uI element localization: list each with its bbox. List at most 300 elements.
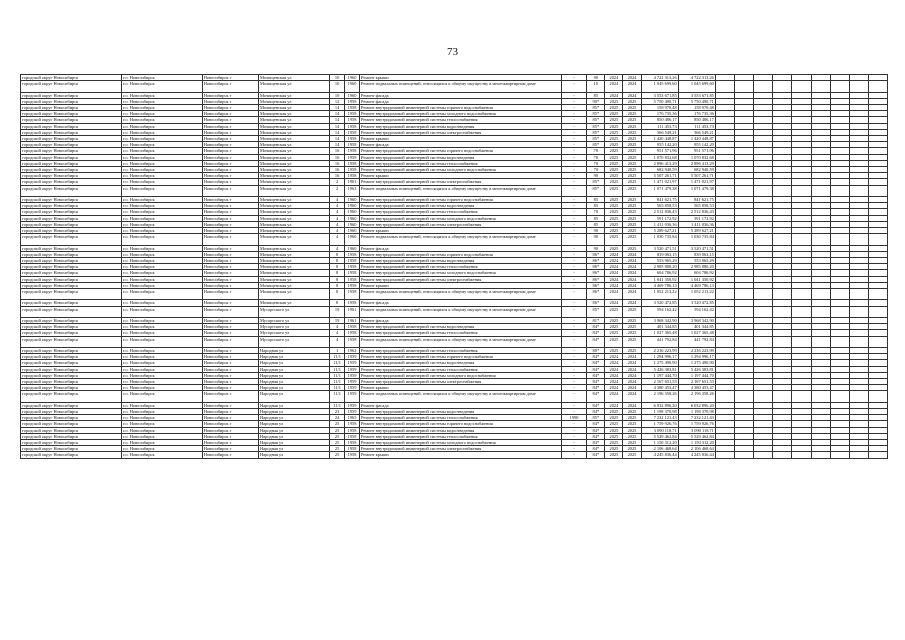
cell-total-cost: 1 197 444,70: [641, 372, 678, 378]
cell-settlement: Новосибирск г: [202, 276, 258, 282]
cell-fund-cost: 604 786,92: [678, 270, 715, 276]
cell-settlement: Новосибирск г: [202, 282, 258, 288]
cell-municipal-district: г.о. Новосибирск: [121, 75, 202, 81]
cell-build-year: 1958: [345, 433, 360, 439]
cell-end-year: 2025: [623, 245, 641, 251]
cell-repair-year: -: [561, 160, 587, 166]
cell-build-year: 1958: [345, 111, 360, 117]
cell-municipality: городской округ Новосибирск: [21, 111, 122, 117]
cell-street: Мусоргского ул: [259, 330, 330, 336]
cell-municipal-district: г.о. Новосибирск: [121, 391, 202, 402]
empty-cell: [773, 336, 792, 347]
cell-build-year: 1958: [345, 251, 360, 257]
cell-house-number: 8: [330, 282, 345, 288]
cell-municipal-district: г.о. Новосибирск: [121, 98, 202, 104]
cell-end-year: 2025: [623, 98, 641, 104]
cell-settlement: Новосибирск г: [202, 258, 258, 264]
cell-house-number: 4: [330, 221, 345, 227]
cell-house-number: 25: [330, 433, 345, 439]
cell-municipality: городской округ Новосибирск: [21, 81, 122, 92]
cell-municipal-district: г.о. Новосибирск: [121, 209, 202, 215]
cell-work-type: Ремонт внутридомовой инженерной системы электроснабжения: [359, 446, 561, 452]
cell-build-year: 1961: [345, 306, 360, 317]
cell-wear-percent: 84*: [587, 433, 605, 439]
cell-municipality: городской округ Новосибирск: [21, 234, 122, 245]
cell-total-cost: 2 106 468,64: [641, 446, 678, 452]
cell-municipal-district: г.о. Новосибирск: [121, 245, 202, 251]
cell-house-number: 16: [330, 154, 345, 160]
cell-fund-cost: 2 167 651,53: [678, 379, 715, 385]
cell-end-year: 2024: [623, 270, 641, 276]
cell-end-year: 2025: [623, 154, 641, 160]
cell-fund-cost: 3 968 342,90: [678, 318, 715, 324]
cell-settlement: Новосибирск г: [202, 336, 258, 347]
cell-end-year: 2025: [623, 318, 641, 324]
cell-street: Мочищенская ул: [259, 289, 330, 300]
cell-settlement: Новосибирск г: [202, 360, 258, 366]
cell-house-number: 1: [330, 348, 345, 354]
cell-municipal-district: г.о. Новосибирск: [121, 197, 202, 203]
cell-end-year: 2025: [623, 409, 641, 415]
empty-cell: [849, 391, 868, 402]
cell-total-cost: 4 245 836,44: [641, 452, 678, 458]
cell-fund-cost: 3 553 671,85: [678, 92, 715, 98]
cell-start-year: 2025: [605, 306, 623, 317]
empty-cell: [773, 289, 792, 300]
cell-build-year: 1959: [345, 391, 360, 402]
cell-municipality: городской округ Новосибирск: [21, 415, 122, 421]
cell-house-number: 14: [330, 142, 345, 148]
cell-start-year: 2024: [605, 360, 623, 366]
cell-settlement: Новосибирск г: [202, 129, 258, 135]
cell-street: Народная ул: [259, 366, 330, 372]
cell-repair-year: -: [561, 427, 587, 433]
cell-build-year: 1958: [345, 98, 360, 104]
cell-municipality: городской округ Новосибирск: [21, 324, 122, 330]
cell-start-year: 2025: [605, 142, 623, 148]
cell-settlement: Новосибирск г: [202, 330, 258, 336]
cell-house-number: 24: [330, 415, 345, 421]
cell-street: Мочищенская ул: [259, 300, 330, 306]
cell-municipal-district: г.о. Новосибирск: [121, 336, 202, 347]
cell-house-number: 4: [330, 330, 345, 336]
empty-cell: [715, 185, 734, 196]
cell-municipal-district: г.о. Новосибирск: [121, 421, 202, 427]
cell-street: Мочищенская ул: [259, 160, 330, 166]
cell-street: Народная ул: [259, 372, 330, 378]
cell-start-year: 2025: [605, 330, 623, 336]
cell-end-year: 2025: [623, 452, 641, 458]
cell-municipality: городской округ Новосибирск: [21, 136, 122, 142]
cell-total-cost: 1 294 996,17: [641, 354, 678, 360]
cell-settlement: Новосибирск г: [202, 173, 258, 179]
cell-total-cost: 1 071 479,38: [641, 185, 678, 196]
cell-wear-percent: 84*: [587, 324, 605, 330]
cell-municipality: городской округ Новосибирск: [21, 105, 122, 111]
cell-fund-cost: 553 965,29: [678, 258, 715, 264]
cell-total-cost: 5 289 627,21: [641, 228, 678, 234]
cell-wear-percent: 84*: [587, 336, 605, 347]
cell-street: Мочищенская ул: [259, 270, 330, 276]
cell-wear-percent: 84*: [587, 379, 605, 385]
cell-repair-year: -: [561, 123, 587, 129]
cell-total-cost: 604 786,92: [641, 270, 678, 276]
cell-work-type: Ремонт внутридомовой инженерной системы электроснабжения: [359, 276, 561, 282]
cell-start-year: 2024: [605, 289, 623, 300]
cell-repair-year: -: [561, 148, 587, 154]
cell-start-year: 2024: [605, 282, 623, 288]
cell-build-year: 1959: [345, 360, 360, 366]
cell-wear-percent: 10: [587, 81, 605, 92]
cell-settlement: Новосибирск г: [202, 264, 258, 270]
cell-work-type: Ремонт крыши: [359, 136, 561, 142]
cell-settlement: Новосибирск г: [202, 117, 258, 123]
cell-municipal-district: г.о. Новосибирск: [121, 221, 202, 227]
cell-work-type: Ремонт крыши: [359, 228, 561, 234]
cell-build-year: 1958: [345, 282, 360, 288]
cell-total-cost: 1 275 490,90: [641, 360, 678, 366]
cell-municipal-district: г.о. Новосибирск: [121, 282, 202, 288]
table-row: [21, 81, 888, 92]
cell-wear-percent: 70: [587, 148, 605, 154]
cell-start-year: 2025: [605, 203, 623, 209]
empty-cell: [811, 391, 830, 402]
cell-house-number: 8: [330, 300, 345, 306]
cell-build-year: 1958: [345, 276, 360, 282]
cell-wear-percent: 86*: [587, 251, 605, 257]
cell-build-year: 1958: [345, 300, 360, 306]
cell-end-year: 2024: [623, 92, 641, 98]
empty-cell: [715, 391, 734, 402]
cell-work-type: Ремонт внутридомовой инженерной системы горячего водоснабжения: [359, 105, 561, 111]
cell-settlement: Новосибирск г: [202, 228, 258, 234]
empty-cell: [773, 391, 792, 402]
cell-start-year: 2024: [605, 92, 623, 98]
cell-street: Народная ул: [259, 385, 330, 391]
cell-house-number: 4: [330, 336, 345, 347]
cell-house-number: 11/1: [330, 385, 345, 391]
cell-settlement: Новосибирск г: [202, 306, 258, 317]
cell-total-cost: 4 469 786,13: [641, 282, 678, 288]
cell-total-cost: 565 858,53: [641, 203, 678, 209]
cell-fund-cost: 158 970,48: [678, 105, 715, 111]
cell-municipality: городской округ Новосибирск: [21, 221, 122, 227]
cell-end-year: 2025: [623, 173, 641, 179]
cell-work-type: Ремонт крыши: [359, 282, 561, 288]
cell-municipal-district: г.о. Новосибирск: [121, 409, 202, 415]
cell-build-year: 1959: [345, 379, 360, 385]
cell-house-number: 14: [330, 136, 345, 142]
cell-start-year: 2025: [605, 117, 623, 123]
cell-start-year: 2024: [605, 366, 623, 372]
cell-build-year: 1958: [345, 117, 360, 123]
empty-cell: [773, 452, 792, 458]
cell-repair-year: -: [561, 452, 587, 458]
empty-cell: [830, 391, 849, 402]
cell-start-year: 2025: [605, 98, 623, 104]
cell-wear-percent: 85*: [587, 129, 605, 135]
cell-house-number: 11/1: [330, 402, 345, 408]
cell-municipal-district: г.о. Новосибирск: [121, 179, 202, 185]
cell-house-number: 11/1: [330, 354, 345, 360]
empty-cell: [773, 185, 792, 196]
cell-work-type: Ремонт фасада: [359, 318, 561, 324]
cell-build-year: 1958: [345, 173, 360, 179]
empty-cell: [754, 306, 773, 317]
cell-municipality: городской округ Новосибирск: [21, 354, 122, 360]
cell-repair-year: -: [561, 75, 587, 81]
cell-start-year: 2025: [605, 173, 623, 179]
cell-build-year: 1958: [345, 136, 360, 142]
cell-municipal-district: г.о. Новосибирск: [121, 215, 202, 221]
table-row: [21, 234, 888, 245]
cell-municipality: городской округ Новосибирск: [21, 300, 122, 306]
empty-cell: [735, 289, 754, 300]
cell-work-type: Ремонт внутридомовой инженерной системы горячего водоснабжения: [359, 354, 561, 360]
cell-house-number: 4: [330, 197, 345, 203]
cell-build-year: 1958: [345, 142, 360, 148]
cell-repair-year: -: [561, 276, 587, 282]
cell-street: Мочищенская ул: [259, 129, 330, 135]
cell-street: Народная ул: [259, 421, 330, 427]
cell-fund-cost: 594 162,42: [678, 306, 715, 317]
empty-cell: [715, 306, 734, 317]
cell-wear-percent: 90: [587, 234, 605, 245]
cell-fund-cost: 5 750 490,71: [678, 98, 715, 104]
cell-end-year: 2025: [623, 203, 641, 209]
cell-fund-cost: 2 512 836,43: [678, 209, 715, 215]
cell-municipal-district: г.о. Новосибирск: [121, 234, 202, 245]
cell-municipality: городской округ Новосибирск: [21, 117, 122, 123]
empty-cell: [754, 336, 773, 347]
cell-total-cost: 1 041 350,92: [641, 276, 678, 282]
cell-street: Мочищенская ул: [259, 221, 330, 227]
cell-build-year: 1960: [345, 81, 360, 92]
cell-repair-year: -: [561, 306, 587, 317]
cell-start-year: 2025: [605, 167, 623, 173]
cell-repair-year: -: [561, 203, 587, 209]
cell-fund-cost: 366 549,21: [678, 129, 715, 135]
empty-cell: [715, 234, 734, 245]
empty-cell: [868, 452, 887, 458]
cell-total-cost: 366 549,21: [641, 129, 678, 135]
cell-settlement: Новосибирск г: [202, 446, 258, 452]
cell-work-type: Ремонт крыши: [359, 452, 561, 458]
cell-repair-year: -: [561, 391, 587, 402]
cell-total-cost: 594 162,42: [641, 306, 678, 317]
cell-municipality: городской округ Новосибирск: [21, 173, 122, 179]
cell-wear-percent: 86*: [587, 300, 605, 306]
cell-end-year: 2024: [623, 391, 641, 402]
cell-end-year: 2025: [623, 228, 641, 234]
cell-house-number: 14: [330, 105, 345, 111]
cell-fund-cost: 7 232 121,43: [678, 415, 715, 421]
cell-end-year: 2025: [623, 336, 641, 347]
cell-fund-cost: 1 150 312,20: [678, 440, 715, 446]
cell-start-year: 2025: [605, 209, 623, 215]
cell-municipality: городской округ Новосибирск: [21, 336, 122, 347]
cell-total-cost: 1 411 036,36: [641, 221, 678, 227]
cell-municipal-district: г.о. Новосибирск: [121, 306, 202, 317]
cell-end-year: 2025: [623, 197, 641, 203]
cell-start-year: 2025: [605, 234, 623, 245]
cell-house-number: 4: [330, 215, 345, 221]
cell-start-year: 2025: [605, 123, 623, 129]
cell-total-cost: 850 486,17: [641, 117, 678, 123]
cell-municipal-district: г.о. Новосибирск: [121, 372, 202, 378]
cell-street: Мочищенская ул: [259, 167, 330, 173]
cell-repair-year: -: [561, 366, 587, 372]
cell-total-cost: 839 063,15: [641, 251, 678, 257]
cell-wear-percent: 84*: [587, 354, 605, 360]
cell-end-year: 2024: [623, 354, 641, 360]
cell-house-number: 16: [330, 160, 345, 166]
cell-municipal-district: г.о. Новосибирск: [121, 185, 202, 196]
cell-work-type: Ремонт внутридомовой инженерной системы водоотведения: [359, 360, 561, 366]
cell-fund-cost: 1 071 479,38: [678, 185, 715, 196]
cell-municipality: городской округ Новосибирск: [21, 148, 122, 154]
cell-municipality: городской округ Новосибирск: [21, 167, 122, 173]
cell-municipal-district: г.о. Новосибирск: [121, 123, 202, 129]
cell-repair-year: -: [561, 173, 587, 179]
cell-house-number: 11/1: [330, 366, 345, 372]
cell-wear-percent: 85*: [587, 117, 605, 123]
empty-cell: [830, 185, 849, 196]
cell-settlement: Новосибирск г: [202, 111, 258, 117]
cell-house-number: 25: [330, 452, 345, 458]
cell-fund-cost: 850 486,17: [678, 117, 715, 123]
cell-work-type: Ремонт внутридомовой инженерной системы водоотведения: [359, 123, 561, 129]
cell-total-cost: 2 985 880,20: [641, 264, 678, 270]
cell-municipal-district: г.о. Новосибирск: [121, 289, 202, 300]
cell-fund-cost: 5 507 261,71: [678, 173, 715, 179]
cell-fund-cost: 2 196 358,26: [678, 391, 715, 402]
cell-fund-cost: 4 245 836,44: [678, 452, 715, 458]
cell-municipality: городской округ Новосибирск: [21, 185, 122, 196]
empty-cell: [811, 185, 830, 196]
cell-start-year: 2025: [605, 185, 623, 196]
cell-start-year: 2025: [605, 427, 623, 433]
cell-start-year: 2024: [605, 372, 623, 378]
cell-repair-year: -: [561, 258, 587, 264]
cell-municipal-district: г.о. Новосибирск: [121, 117, 202, 123]
cell-start-year: 2025: [605, 129, 623, 135]
cell-fund-cost: 1 275 490,90: [678, 360, 715, 366]
cell-fund-cost: 1 070 832,68: [678, 154, 715, 160]
cell-wear-percent: 86*: [587, 282, 605, 288]
cell-municipality: городской округ Новосибирск: [21, 245, 122, 251]
cell-municipality: городской округ Новосибирск: [21, 446, 122, 452]
cell-street: Народная ул: [259, 402, 330, 408]
cell-municipal-district: г.о. Новосибирск: [121, 129, 202, 135]
cell-repair-year: -: [561, 440, 587, 446]
cell-start-year: 2024: [605, 75, 623, 81]
cell-municipal-district: г.о. Новосибирск: [121, 330, 202, 336]
cell-wear-percent: 81*: [587, 318, 605, 324]
cell-wear-percent: 84*: [587, 366, 605, 372]
cell-work-type: Ремонт крыши: [359, 75, 561, 81]
empty-cell: [773, 81, 792, 92]
cell-settlement: Новосибирск г: [202, 366, 258, 372]
cell-repair-year: -: [561, 409, 587, 415]
cell-start-year: 2025: [605, 318, 623, 324]
cell-repair-year: -: [561, 251, 587, 257]
empty-cell: [849, 336, 868, 347]
cell-wear-percent: 84*: [587, 372, 605, 378]
cell-wear-percent: 85*: [587, 105, 605, 111]
cell-municipality: городской округ Новосибирск: [21, 289, 122, 300]
cell-start-year: 2025: [605, 421, 623, 427]
empty-cell: [754, 289, 773, 300]
empty-cell: [868, 185, 887, 196]
cell-repair-year: -: [561, 81, 587, 92]
cell-work-type: Ремонт подвальных помещений, относящихся к общему имуществу в многоквартирном доме: [359, 185, 561, 196]
cell-work-type: Ремонт внутридомовой инженерной системы холодного водоснабжения: [359, 270, 561, 276]
cell-wear-percent: 90: [587, 245, 605, 251]
cell-total-cost: 111 453,73: [641, 123, 678, 129]
cell-work-type: Ремонт подвальных помещений, относящихся к общему имуществу в многоквартирном доме: [359, 306, 561, 317]
cell-settlement: Новосибирск г: [202, 433, 258, 439]
cell-start-year: 2025: [605, 197, 623, 203]
cell-build-year: 1960: [345, 92, 360, 98]
cell-settlement: Новосибирск г: [202, 402, 258, 408]
cell-end-year: 2024: [623, 282, 641, 288]
cell-street: Народная ул: [259, 360, 330, 366]
cell-settlement: Новосибирск г: [202, 209, 258, 215]
cell-build-year: 1959: [345, 385, 360, 391]
cell-settlement: Новосибирск г: [202, 348, 258, 354]
cell-settlement: Новосибирск г: [202, 203, 258, 209]
cell-municipality: городской округ Новосибирск: [21, 282, 122, 288]
cell-total-cost: 3 520 472,85: [641, 300, 678, 306]
cell-work-type: Ремонт внутридомовой инженерной системы холодного водоснабжения: [359, 440, 561, 446]
cell-house-number: 10: [330, 92, 345, 98]
cell-work-type: Ремонт фасада: [359, 98, 561, 104]
cell-start-year: 2024: [605, 276, 623, 282]
cell-fund-cost: 2 106 468,64: [678, 446, 715, 452]
cell-street: Мочищенская ул: [259, 197, 330, 203]
cell-build-year: 1958: [345, 154, 360, 160]
cell-municipal-district: г.о. Новосибирск: [121, 228, 202, 234]
cell-repair-year: -: [561, 111, 587, 117]
cell-end-year: 2025: [623, 330, 641, 336]
cell-end-year: 2025: [623, 160, 641, 166]
cell-start-year: 2025: [605, 111, 623, 117]
cell-house-number: 8: [330, 264, 345, 270]
cell-fund-cost: 1 471 021,97: [678, 179, 715, 185]
cell-work-type: Ремонт внутридомовой инженерной системы электроснабжения: [359, 379, 561, 385]
cell-municipal-district: г.о. Новосибирск: [121, 154, 202, 160]
cell-settlement: Новосибирск г: [202, 215, 258, 221]
cell-wear-percent: 84*: [587, 440, 605, 446]
cell-wear-percent: 85: [587, 221, 605, 227]
table-row: [21, 306, 888, 317]
cell-build-year: 1958: [345, 264, 360, 270]
cell-end-year: 2025: [623, 324, 641, 330]
cell-municipal-district: г.о. Новосибирск: [121, 276, 202, 282]
cell-total-cost: 401 344,85: [641, 324, 678, 330]
cell-build-year: 1958: [345, 324, 360, 330]
cell-build-year: 1958: [345, 452, 360, 458]
cell-build-year: 1958: [345, 289, 360, 300]
cell-end-year: 2025: [623, 129, 641, 135]
cell-house-number: 11/1: [330, 360, 345, 366]
cell-fund-cost: 2 216 223,99: [678, 348, 715, 354]
cell-build-year: 1959: [345, 372, 360, 378]
cell-settlement: Новосибирск г: [202, 179, 258, 185]
cell-total-cost: 1 070 832,68: [641, 154, 678, 160]
cell-house-number: 4: [330, 245, 345, 251]
